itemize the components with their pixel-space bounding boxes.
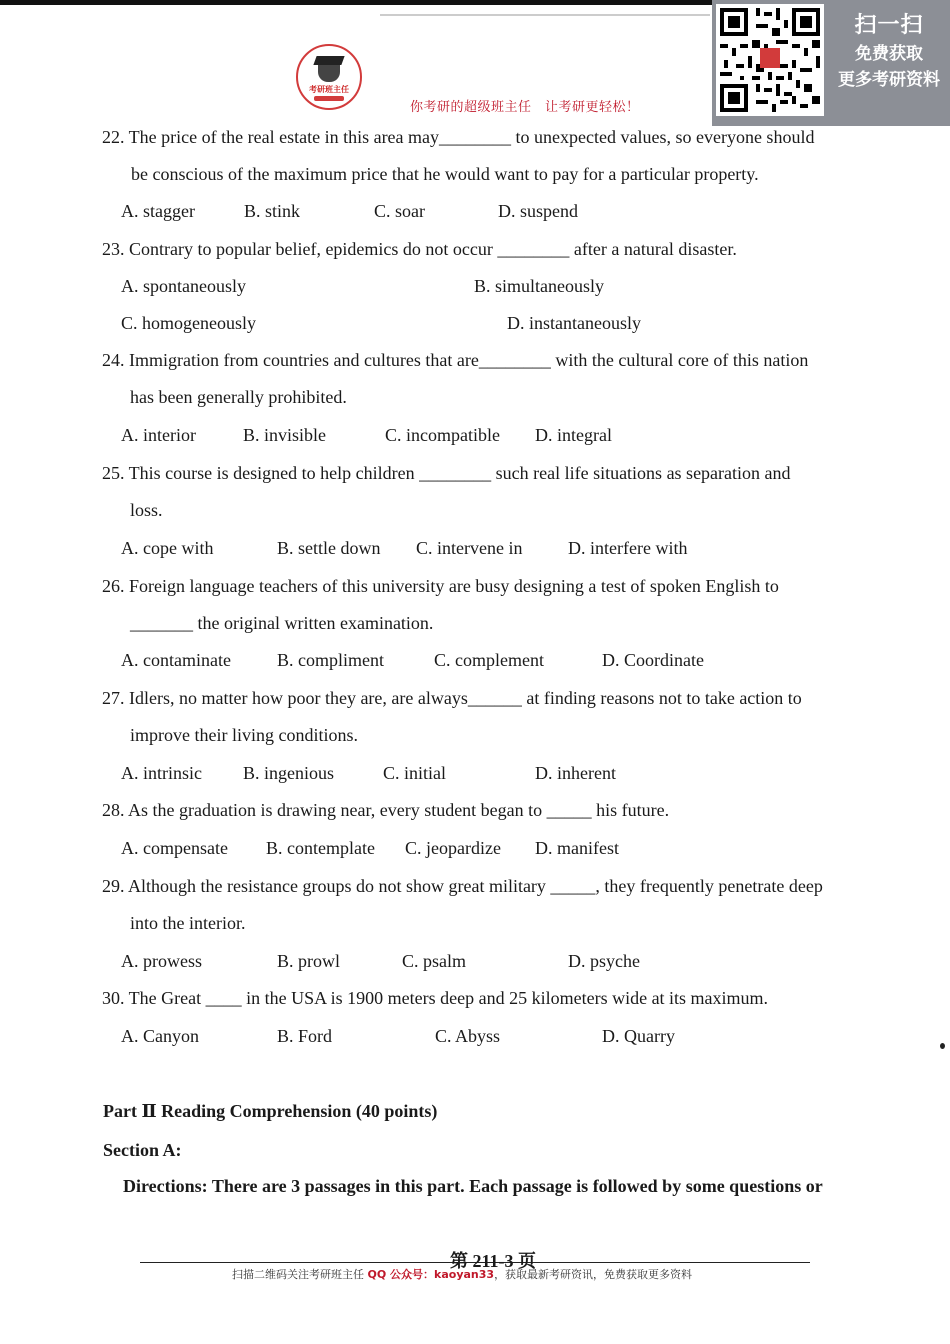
q25-option-d: D. interfere with <box>568 538 688 558</box>
question-24-stem: 24. Immigration from countries and cultures that are________ with the cultural core of this nation <box>102 350 809 370</box>
q23-option-b: B. simultaneously <box>474 276 604 296</box>
footer-note-prefix: 扫描二维码关注考研班主任 <box>232 1268 368 1281</box>
question-25-stem: 25. This course is designed to help children ________ such real life situations as separation and <box>102 463 791 483</box>
q23-option-c: C. homogeneously <box>121 313 256 333</box>
q25-option-b: B. settle down <box>277 538 381 558</box>
q24-option-d: D. integral <box>535 425 612 445</box>
q26-option-a: A. contaminate <box>121 650 231 670</box>
q22-option-a: A. stagger <box>121 201 195 221</box>
q24-option-a: A. interior <box>121 425 196 445</box>
q29-option-d: D. psyche <box>568 951 640 971</box>
q29-option-c: C. psalm <box>402 951 467 971</box>
q28-option-a: A. compensate <box>121 838 228 858</box>
q28-option-c: C. jeopardize <box>405 838 501 858</box>
question-28-stem: 28. As the graduation is drawing near, every student began to _____ his future. <box>102 800 670 820</box>
q25-option-a: A. cope with <box>121 538 214 558</box>
qr-caption-line-2: 更多考研资料 <box>838 70 940 90</box>
header-slogan: 你考研的超级班主任 让考研更轻松！ <box>410 100 640 115</box>
q23-option-a: A. spontaneously <box>121 276 246 296</box>
q27-option-a: A. intrinsic <box>121 763 202 783</box>
page-number: 第 211-3 页 <box>450 1251 537 1271</box>
question-30-stem: 30. The Great ____ in the USA is 1900 meters deep and 25 kilometers wide at its maximum. <box>102 988 769 1008</box>
q27-option-b: B. ingenious <box>243 763 335 783</box>
part-2-heading: Part Ⅱ Reading Comprehension (40 points) <box>103 1101 438 1121</box>
q27-option-c: C. initial <box>383 763 446 783</box>
directions-text: Directions: There are 3 passages in this part. Each passage is followed by some questions or <box>123 1176 823 1196</box>
q29-option-a: A. prowess <box>121 951 202 971</box>
q22-option-b: B. stink <box>244 201 301 221</box>
q29-option-b: B. prowl <box>277 951 340 971</box>
q26-option-c: C. complement <box>434 650 544 670</box>
q24-option-c: C. incompatible <box>385 425 500 445</box>
q24-option-b: B. invisible <box>243 425 327 445</box>
logo-text: 考研班主任 <box>309 85 349 94</box>
footer-note-suffix: ，获取最新考研资讯，免费获取更多资料 <box>494 1268 693 1281</box>
question-22-stem: 22. The price of the real estate in this area may________ to unexpected values, so everyone should <box>102 127 815 147</box>
question-29-stem: 29. Although the resistance groups do not show great military _____, they frequently penetrate deep <box>102 876 823 896</box>
q26-option-d: D. Coordinate <box>602 650 704 670</box>
footer-note <box>232 1266 692 1282</box>
q30-option-a: A. Canyon <box>121 1026 199 1046</box>
q28-option-b: B. contemplate <box>266 838 375 858</box>
question-25-stem-cont: loss. <box>130 500 163 520</box>
q26-option-b: B. compliment <box>277 650 384 670</box>
question-23-stem: 23. Contrary to popular belief, epidemics do not occur ________ after a natural disaster. <box>102 239 737 259</box>
question-24-stem-cont: has been generally prohibited. <box>130 387 347 407</box>
question-26-stem-cont: _______ the original written examination. <box>130 613 434 633</box>
q25-option-c: C. intervene in <box>416 538 523 558</box>
qr-caption-line-1: 免费获取 <box>855 44 923 64</box>
q30-option-b: B. Ford <box>277 1026 333 1046</box>
q22-option-d: D. suspend <box>498 201 578 221</box>
q28-option-d: D. manifest <box>535 838 619 858</box>
scan-tag: 扫一扫 <box>854 13 924 38</box>
scan-mark <box>940 1043 945 1049</box>
q22-option-c: C. soar <box>374 201 425 221</box>
question-27-stem: 27. Idlers, no matter how poor they are, are always______ at finding reasons not to take action to <box>102 688 802 708</box>
footer-note-contact: QQ 公众号：kaoyan33 <box>367 1268 495 1281</box>
q27-option-d: D. inherent <box>535 763 616 783</box>
question-26-stem: 26. Foreign language teachers of this university are busy designing a test of spoken English to <box>102 576 779 596</box>
question-27-stem-cont: improve their living conditions. <box>130 725 358 745</box>
question-22-stem-cont: be conscious of the maximum price that he would want to pay for a particular property. <box>131 164 759 184</box>
q30-option-c: C. Abyss <box>435 1026 501 1046</box>
q30-option-d: D. Quarry <box>602 1026 675 1046</box>
q23-option-d: D. instantaneously <box>507 313 641 333</box>
section-a-heading: Section A: <box>103 1140 182 1160</box>
question-29-stem-cont: into the interior. <box>130 913 246 933</box>
